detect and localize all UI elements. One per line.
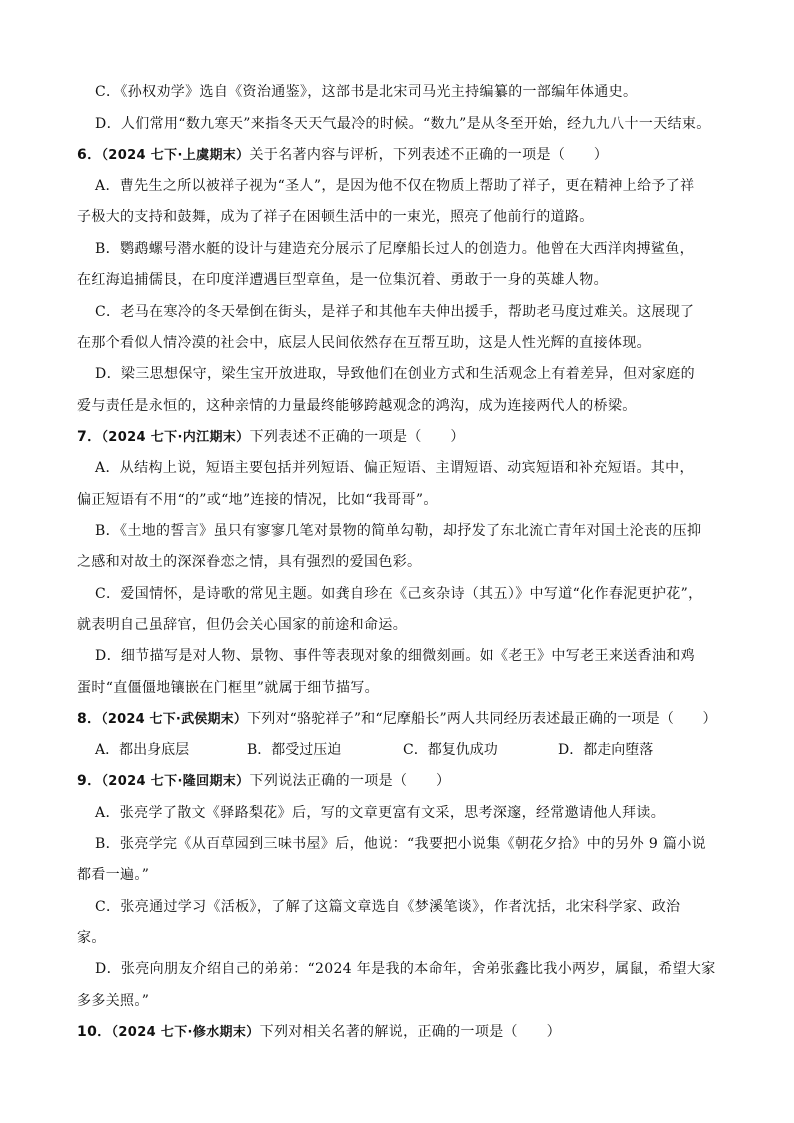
q6-option-d-line2: 爱与责任是永恒的，这种亲情的力量最终能够跨越观念的鸿沟，成为连接两代人的桥梁。 (77, 398, 637, 414)
q6-option-a-line2: 子极大的支持和鼓舞，成为了祥子在困顿生活中的一束光，照亮了他前行的道路。 (77, 209, 594, 225)
question-source: （2024 七下·隆回期末） (101, 774, 250, 789)
question-source: （2024 七下·内江期末） (101, 430, 250, 445)
q9-option-b-line2: 都看一遍。” (77, 867, 150, 883)
q6-option-c-line1: C．老马在寒冷的冬天晕倒在街头，是祥子和其他车夫伸出援手，帮助老马度过难关。这展现了 (95, 304, 695, 320)
q8-options-row (0, 740, 794, 760)
q7-option-a-line2: 偏正短语有不用“的”或“地”连接的情况，比如“我哥哥”。 (77, 492, 438, 508)
question-9-header (77, 771, 450, 792)
question-number: 8． (77, 711, 102, 727)
q8-option-b: B．都受过压迫 (247, 742, 342, 758)
question-number: 10． (77, 1024, 112, 1040)
question-stem: 下列表述不正确的一项是（ ） (249, 429, 465, 445)
q5-option-c: C．《孙权劝学》选自《资治通鉴》，这部书是北宋司马光主持编纂的一部编年体通史。 (95, 84, 638, 100)
q9-option-d-line1: D．张亮向朋友介绍自己的弟弟：“2024 年是我的本命年，舍弟张鑫比我小两岁，属鼠，希望大家 (95, 961, 716, 977)
q9-option-a-line1: A．张亮学了散文《驿路梨花》后，写的文章更富有文采，思考深邃，经常邀请他人拜读。 (95, 805, 666, 821)
q9-option-c-line1: C．张亮通过学习《活板》，了解了这篇文章选自《梦溪笔谈》，作者沈括，北宋科学家、政治 (95, 899, 681, 915)
q8-option-c: C．都复仇成功 (403, 742, 498, 758)
q6-option-b-line2: 在红海追捕儒艮，在印度洋遭遇巨型章鱼，是一位集沉着、勇敢于一身的英雄人物。 (77, 272, 608, 288)
q7-option-d-line2: 蛋时“直僵僵地镶嵌在门框里”就属于细节描写。 (77, 680, 380, 696)
question-source: （2024 七下·修水期末） (111, 1025, 260, 1040)
q6-option-c-line2: 在那个看似人情冷漠的社会中，底层人民间依然存在互帮互助，这是人性光辉的直接体现。 (77, 335, 651, 351)
q7-option-b-line1: B．《土地的誓言》虽只有寥寥几笔对景物的简单勾勒，却抒发了东北流亡青年对国土沦丧的压抑 (95, 523, 702, 539)
q7-option-d-line1: D．细节描写是对人物、景物、事件等表现对象的细微刻画。如《老王》中写老王来送香油和鸡 (95, 648, 695, 664)
q9-option-d-line2: 多多关照。” (77, 993, 150, 1009)
q8-option-a: A．都出身底层 (95, 742, 190, 758)
question-stem: 下列对相关名著的解说，正确的一项是（ ） (259, 1024, 561, 1040)
question-stem: 关于名著内容与评析，下列表述不正确的一项是（ ） (249, 147, 609, 163)
q8-option-d: D．都走向堕落 (558, 742, 654, 758)
q7-option-c-line2: 就表明自己虽辞官，但仍会关心国家的前途和命运。 (77, 617, 408, 633)
question-stem: 下列说法正确的一项是（ ） (249, 773, 451, 789)
question-7-header (77, 427, 465, 448)
q9-option-c-line2: 家。 (77, 930, 106, 946)
q7-option-a-line1: A．从结构上说，短语主要包括并列短语、偏正短语、主谓短语、动宾短语和补充短语。其中， (95, 460, 694, 476)
q6-option-d-line1: D．梁三思想保守，梁生宝开放进取，导致他们在创业方式和生活观念上有着差异，但对家庭的 (95, 366, 695, 382)
question-8-header (77, 709, 717, 730)
question-source: （2024 七下·武侯期末） (101, 712, 248, 727)
question-source: （2024 七下·上虞期末） (101, 148, 250, 163)
q7-option-b-line2: 之感和对故土的深深眷恋之情，具有强烈的爱国色彩。 (77, 554, 422, 570)
q6-option-b-line1: B．鹦鹉螺号潜水艇的设计与建造充分展示了尼摩船长过人的创造力。他曾在大西洋肉搏鲨鱼， (95, 241, 694, 257)
q7-option-c-line1: C．爱国情怀，是诗歌的常见主题。如龚自珍在《己亥杂诗（其五）》中写道“化作春泥更护花”， (95, 586, 703, 602)
question-number: 9． (77, 773, 102, 789)
question-10-header (77, 1022, 561, 1043)
q6-option-a-line1: A．曹先生之所以被祥子视为“圣人”，是因为他不仅在物质上帮助了祥子，更在精神上给予了祥 (95, 178, 695, 194)
question-number: 7． (77, 429, 102, 445)
question-number: 6． (77, 147, 102, 163)
q9-option-b-line1: B．张亮学完《从百草园到三味书屋》后，他说：“我要把小说集《朝花夕拾》中的另外 9 篇小说 (95, 836, 707, 852)
question-stem: 下列对“骆驼祥子”和“尼摩船长”两人共同经历表述最正确的一项是（ ） (247, 711, 717, 727)
question-6-header (77, 145, 608, 166)
q5-option-d: D．人们常用“数九寒天”来指冬天天气最冷的时候。“数九”是从冬至开始，经九九八十一天结束。 (95, 116, 711, 132)
